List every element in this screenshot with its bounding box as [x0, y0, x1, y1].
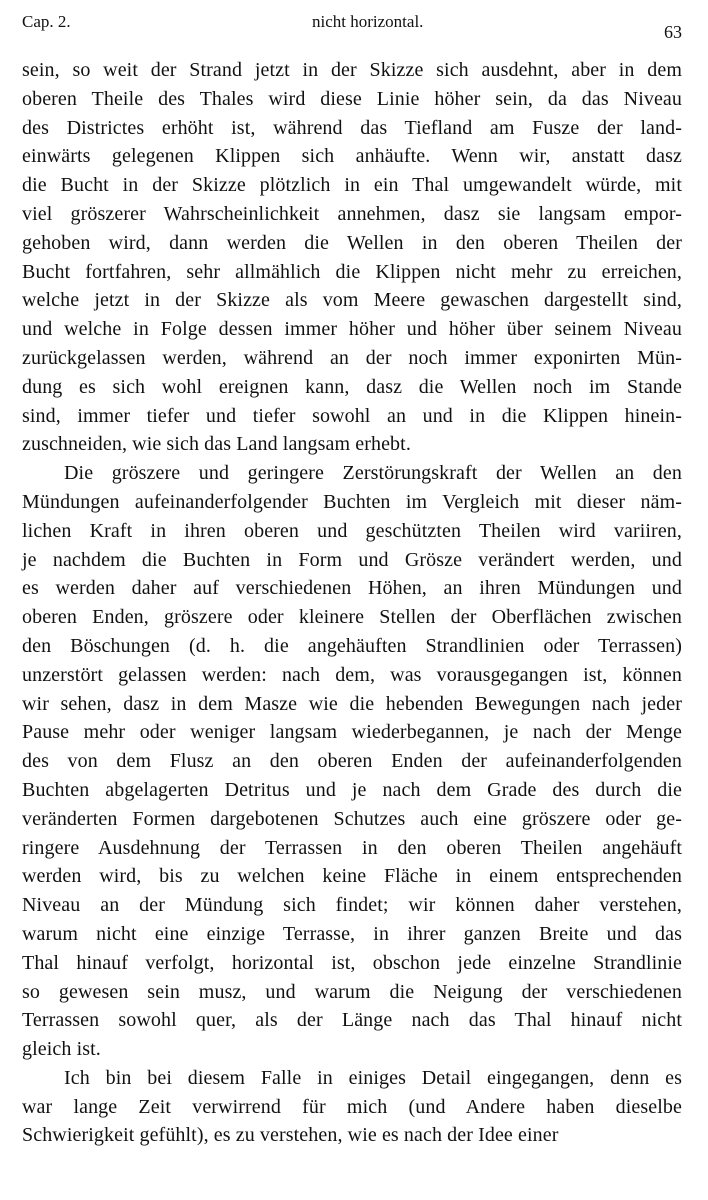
text-line: Ich bin bei diesem Falle in einiges Detail eingegangen, denn es [64, 1066, 682, 1089]
text-line: ringere Ausdehnung der Terrassen in den oberen Theilen angehäuft [22, 836, 682, 859]
paragraph [22, 56, 682, 459]
text-line: den Böschungen (d. h. die angehäuften Strandlinien oder Terrassen) [22, 634, 682, 657]
text-line: einwärts gelegenen Klippen sich anhäufte. Wenn wir, anstatt dasz [22, 145, 682, 168]
text-line: Thal hinauf verfolgt, horizontal ist, obschon jede einzelne Strandlinie [22, 951, 682, 974]
text-line: gehoben wird, dann werden die Wellen in den oberen Theilen der [22, 231, 682, 254]
text-line: Buchten abgelagerten Detritus und je nach dem Grade des durch die [22, 778, 682, 801]
text-line: des von dem Flusz an den oberen Enden der aufeinanderfolgenden [22, 750, 682, 773]
text-line: je nachdem die Buchten in Form und Grösze verändert werden, und [22, 548, 682, 571]
text-line: unzerstört gelassen werden: nach dem, was vorausgegangen ist, können [22, 663, 682, 686]
text-line: wir sehen, dasz in dem Masze wie die hebenden Bewegungen nach jeder [22, 692, 682, 715]
text-line: so gewesen sein musz, und warum die Neigung der verschiedenen [22, 980, 682, 1003]
text-line: es werden daher auf verschiedenen Höhen, an ihren Mündungen und [22, 577, 682, 600]
text-line: Mündungen aufeinanderfolgender Buchten im Vergleich mit dieser näm- [22, 490, 682, 513]
text-line: warum nicht eine einzige Terrasse, in ihrer ganzen Breite und das [22, 922, 682, 945]
text-line: war lange Zeit verwirrend für mich (und Andere haben dieselbe [22, 1095, 682, 1118]
running-title: nicht horizontal. [312, 12, 424, 31]
text-line: Pause mehr oder weniger langsam wiederbegannen, je nach der Menge [22, 721, 682, 744]
text-line: gleich ist. [22, 1038, 101, 1061]
text-line: oberen Enden, gröszere oder kleinere Stellen der Oberflächen zwischen [22, 606, 682, 629]
text-line: werden wird, bis zu welchen keine Fläche in einem entsprechenden [22, 865, 682, 888]
text-line: Terrassen sowohl quer, als der Länge nach das Thal hinauf nicht [22, 1009, 682, 1032]
text-line: lichen Kraft in ihren oberen und geschützten Theilen wird variiren, [22, 519, 682, 542]
chapter-label: Cap. 2. [22, 12, 71, 31]
text-line: Schwierigkeit gefühlt), es zu verstehen, wie es nach der Idee einer [22, 1124, 559, 1147]
text-line: sein, so weit der Strand jetzt in der Skizze sich ausdehnt, aber in dem [22, 59, 682, 81]
text-line: zurückgelassen werden, während an der noch immer exponirten Mün- [22, 346, 682, 369]
text-line: oberen Theile des Thales wird diese Linie höher sein, da das Niveau [22, 87, 682, 110]
page-number: 63 [664, 22, 682, 42]
page-header [22, 10, 682, 40]
text-line: sind, immer tiefer und tiefer sowohl an und in die Klippen hinein- [22, 404, 682, 427]
text-line: viel gröszerer Wahrscheinlichkeit annehmen, dasz sie langsam empor- [22, 202, 682, 225]
text-line: welche jetzt in der Skizze als vom Meere gewaschen dargestellt sind, [22, 289, 682, 312]
paragraph [22, 459, 682, 1064]
text-line: zuschneiden, wie sich das Land langsam erhebt. [22, 433, 411, 456]
text-line: des Districtes erhöht ist, während das Tiefland am Fusze der land- [22, 116, 682, 139]
text-line: Die gröszere und geringere Zerstörungskraft der Wellen an den [64, 462, 682, 485]
text-line: und welche in Folge dessen immer höher und höher über seinem Niveau [22, 318, 682, 341]
body-text [22, 56, 682, 1150]
paragraph [22, 1064, 682, 1150]
text-line: die Bucht in der Skizze plötzlich in ein Thal umgewandelt würde, mit [22, 174, 682, 197]
text-line: Niveau an der Mündung sich findet; wir können daher verstehen, [22, 894, 682, 917]
text-line: Bucht fortfahren, sehr allmählich die Klippen nicht mehr zu erreichen, [22, 260, 682, 283]
text-line: dung es sich wohl ereignen kann, dasz die Wellen noch im Stande [22, 375, 682, 398]
text-line: veränderten Formen dargebotenen Schutzes auch eine gröszere oder ge- [22, 807, 682, 830]
